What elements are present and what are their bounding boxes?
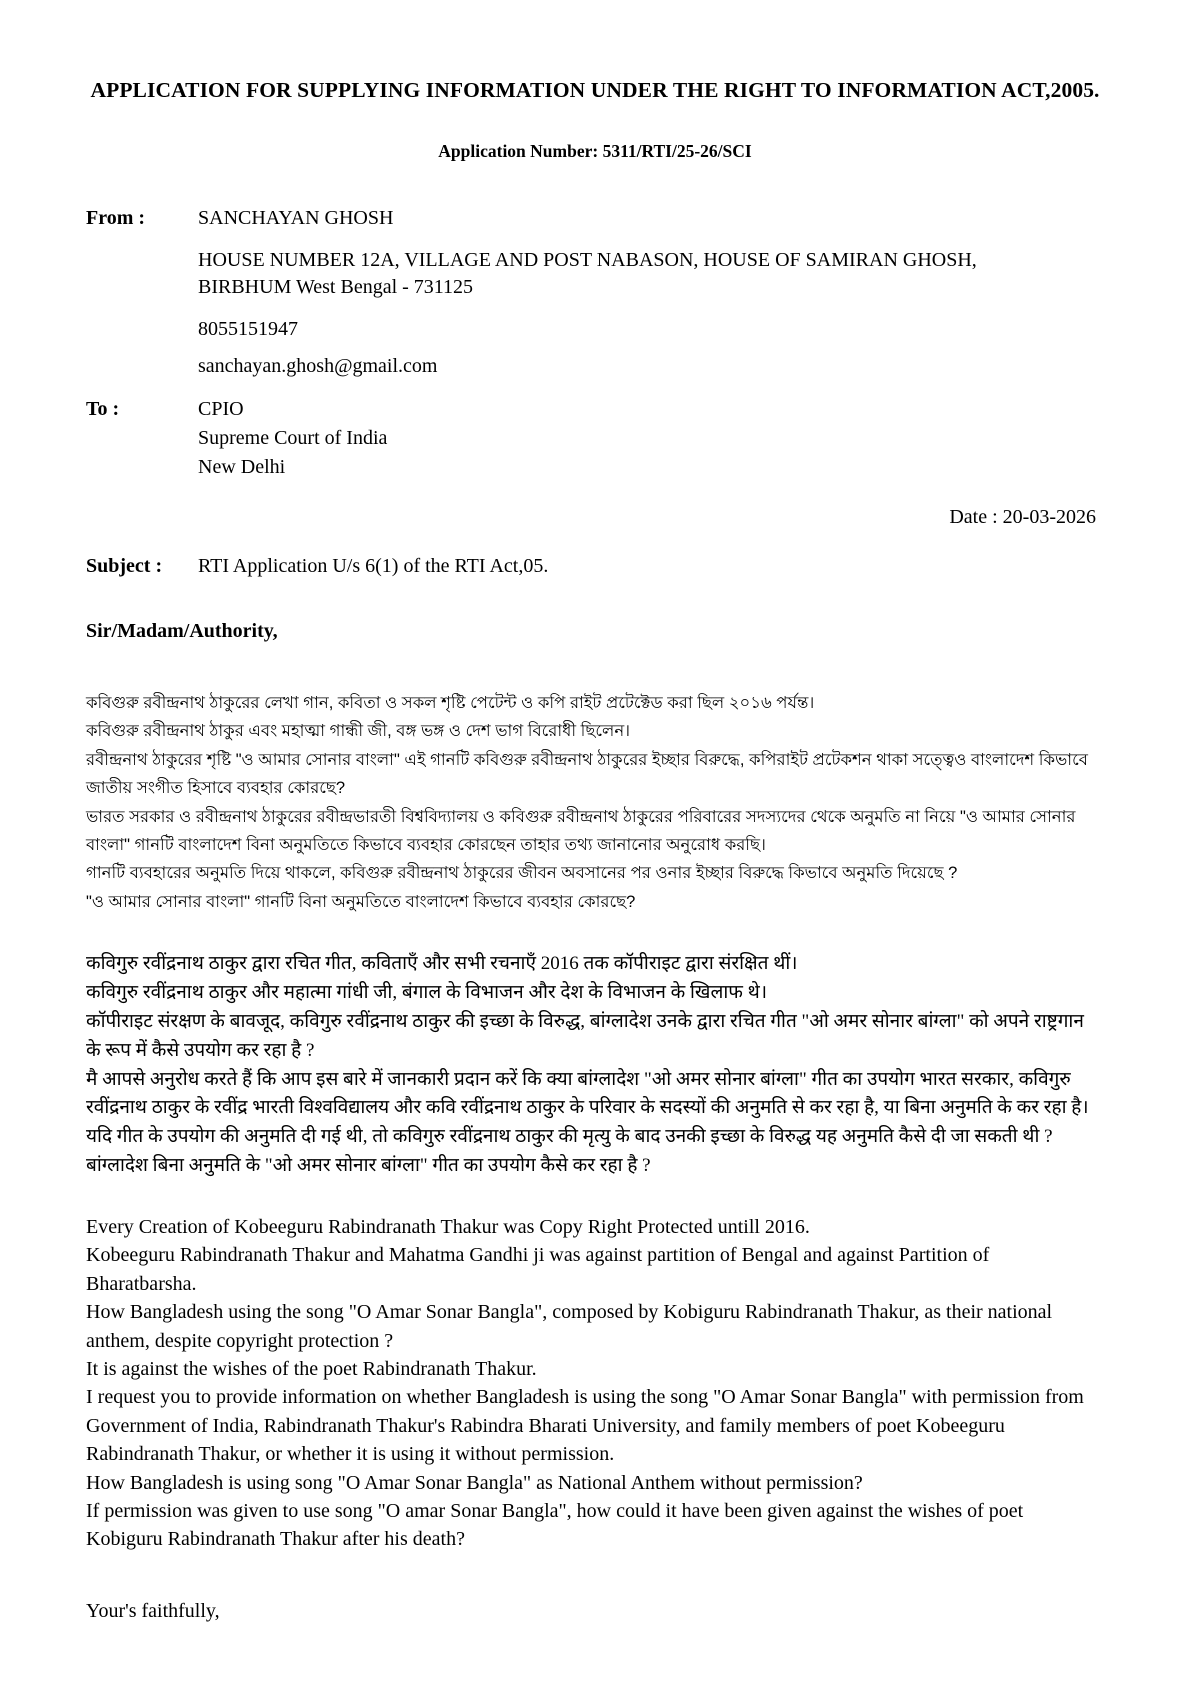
english-paragraph: It is against the wishes of the poet Rabindranath Thakur. bbox=[86, 1357, 537, 1380]
hindi-paragraph: कविगुरु रवींद्रनाथ ठाकुर द्वारा रचित गीत, कविताएँ और सभी रचनाएँ 2016 तक कॉपीराइट द्वारा संरक्षित थीं। bbox=[86, 953, 798, 974]
bengali-paragraph: "ও আমার সোনার বাংলা" গানটি বিনা অনুমতিতে বাংলাদেশ কিভাবে ব্যবহার কোরছে? bbox=[86, 892, 636, 911]
hindi-paragraph: मै आपसे अनुरोध करते हैं कि आप इस बारे में जानकारी प्रदान करें कि क्या बांग्लादेश "ओ अमर सोनार बांग्ला" गीत का उपयोग भारत सरकार, कविगुरु रवींद्रनाथ ठाकुर के रवींद्र भारती विश्वविद्यालय और कवि रवींद्रनाथ ठाकुर के परिवार के सदस्यों की अनुमति से कर रहा है, या बिना अनुमति के कर रहा है। bbox=[86, 1068, 1089, 1119]
english-paragraph: How Bangladesh is using song "O Amar Sonar Bangla" as National Anthem without permission? bbox=[86, 1471, 863, 1494]
english-paragraph: Kobeeguru Rabindranath Thakur and Mahatma Gandhi ji was against partition of Bengal and against Partition of Bharatbarsha. bbox=[86, 1244, 990, 1295]
to-line-2: Supreme Court of India bbox=[198, 427, 388, 449]
to-line-3: New Delhi bbox=[198, 456, 286, 478]
body-bengali bbox=[86, 689, 1096, 916]
from-phone: 8055151947 bbox=[198, 318, 298, 340]
from-address: HOUSE NUMBER 12A, VILLAGE AND POST NABASON, HOUSE OF SAMIRAN GHOSH, BIRBHUM West Bengal - 731125 bbox=[198, 249, 977, 298]
to-line-1: CPIO bbox=[198, 398, 244, 420]
from-label: From : bbox=[86, 207, 146, 229]
hindi-paragraph: यदि गीत के उपयोग की अनुमति दी गई थी, तो कविगुरु रवींद्रनाथ ठाकुर की मृत्यु के बाद उनकी इच्छा के विरुद्ध यह अनुमति कैसे दी जा सकती थी ? bbox=[86, 1126, 1053, 1148]
to-label: To : bbox=[86, 398, 120, 420]
hindi-paragraph: कविगुरु रवींद्रनाथ ठाकुर और महात्मा गांधी जी, बंगाल के विभाजन और देश के विभाजन के खिलाफ थे। bbox=[86, 981, 768, 1003]
page-title: APPLICATION FOR SUPPLYING INFORMATION UNDER THE RIGHT TO INFORMATION ACT,2005. bbox=[90, 78, 1100, 102]
from-email: sanchayan.ghosh@gmail.com bbox=[198, 355, 438, 377]
bengali-paragraph: রবীন্দ্রনাথ ঠাকুরের শৃষ্টি "ও আমার সোনার বাংলা" এই গানটি কবিগুরু রবীন্দ্রনাথ ঠাকুরের ইচ্ছার বিরুদ্ধে, কপিরাইট প্রটেকশন থাকা সত্ত্বেও বাংলাদেশ কিভাবে জাতীয় সংগীত হিসাবে ব্যবহার কোরছে? bbox=[86, 750, 1088, 798]
body-hindi bbox=[86, 950, 1096, 1181]
subject-row bbox=[86, 555, 1104, 578]
closing-line: Your's faithfully, bbox=[86, 1599, 220, 1622]
date-line: Date : 20-03-2026 bbox=[949, 506, 1096, 528]
bengali-paragraph: কবিগুরু রবীন্দ্রনাথ ঠাকুর এবং মহাত্মা গান্ধী জী, বঙ্গ ভঙ্গ ও দেশ ভাগ বিরোধী ছিলেন। bbox=[86, 722, 631, 741]
hindi-paragraph: कॉपीराइट संरक्षण के बावजूद, कविगुरु रवींद्रनाथ ठाकुर की इच्छा के विरुद्ध, बांग्लादेश उनके द्वारा रचित गीत "ओ अमर सोनार बांग्ला" को अपने राष्ट्रगान के रूप में कैसे उपयोग कर रहा है ? bbox=[86, 1010, 1084, 1061]
address-block bbox=[86, 204, 1104, 482]
english-paragraph: I request you to provide information on whether Bangladesh is using the song "O Amar Sonar Bangla" with permission from Government of India, Rabindranath Thakur's Rabindra Bharati University, and family members of poet Kobeeguru Rabindranath Thakur, or whether it is using it without permission. bbox=[86, 1386, 1084, 1466]
bengali-paragraph: গানটি ব্যবহারের অনুমতি দিয়ে থাকলে, কবিগুরু রবীন্দ্রনাথ ঠাকুরের জীবন অবসানের পর ওনার ইচ্ছার বিরুদ্ধে কিভাবে অনুমতি দিয়েছে ? bbox=[86, 864, 958, 883]
english-paragraph: Every Creation of Kobeeguru Rabindranath Thakur was Copy Right Protected untill 2016. bbox=[86, 1216, 810, 1238]
english-paragraph: How Bangladesh using the song "O Amar Sonar Bangla", composed by Kobiguru Rabindranath Thakur, as their national anthem, despite copyright protection ? bbox=[86, 1301, 1053, 1352]
bengali-paragraph: কবিগুরু রবীন্দ্রনাথ ঠাকুরের লেখা গান, কবিতা ও সকল শৃষ্টি পেটেন্ট ও কপি রাইট প্রটেক্টেড করা ছিল ২০১৬ পর্যন্ত। bbox=[86, 694, 815, 712]
hindi-paragraph: बांग्लादेश बिना अनुमति के "ओ अमर सोनार बांग्ला" गीत का उपयोग कैसे कर रहा है ? bbox=[86, 1155, 651, 1177]
subject-label: Subject : bbox=[86, 555, 163, 577]
from-row bbox=[86, 204, 1104, 233]
english-paragraph: If permission was given to use song "O amar Sonar Bangla", how could it have been given against the wishes of poet Kobiguru Rabindranath Thakur after his death? bbox=[86, 1499, 1024, 1551]
salutation: Sir/Madam/Authority, bbox=[86, 620, 278, 642]
from-name: SANCHAYAN GHOSH bbox=[198, 207, 394, 229]
to-row bbox=[86, 395, 1104, 424]
bengali-paragraph: ভারত সরকার ও রবীন্দ্রনাথ ঠাকুরের রবীন্দ্রভারতী বিশ্ববিদ্যালয় ও কবিগুরু রবীন্দ্রনাথ ঠাকুরের পরিবারের সদস্যদের থেকে অনুমতি না নিয়ে "ও আমার সোনার বাংলা" গানটি বাংলাদেশ বিনা অনুমতিতে কিভাবে ব্যবহার কোরছেন তাহার তথ্য জানানোর অনুরোধ করছি। bbox=[86, 807, 1076, 854]
subject-text: RTI Application U/s 6(1) of the RTI Act,05. bbox=[198, 555, 549, 577]
body-english bbox=[86, 1213, 1096, 1554]
application-number: Application Number: 5311/RTI/25-26/SCI bbox=[438, 141, 752, 161]
